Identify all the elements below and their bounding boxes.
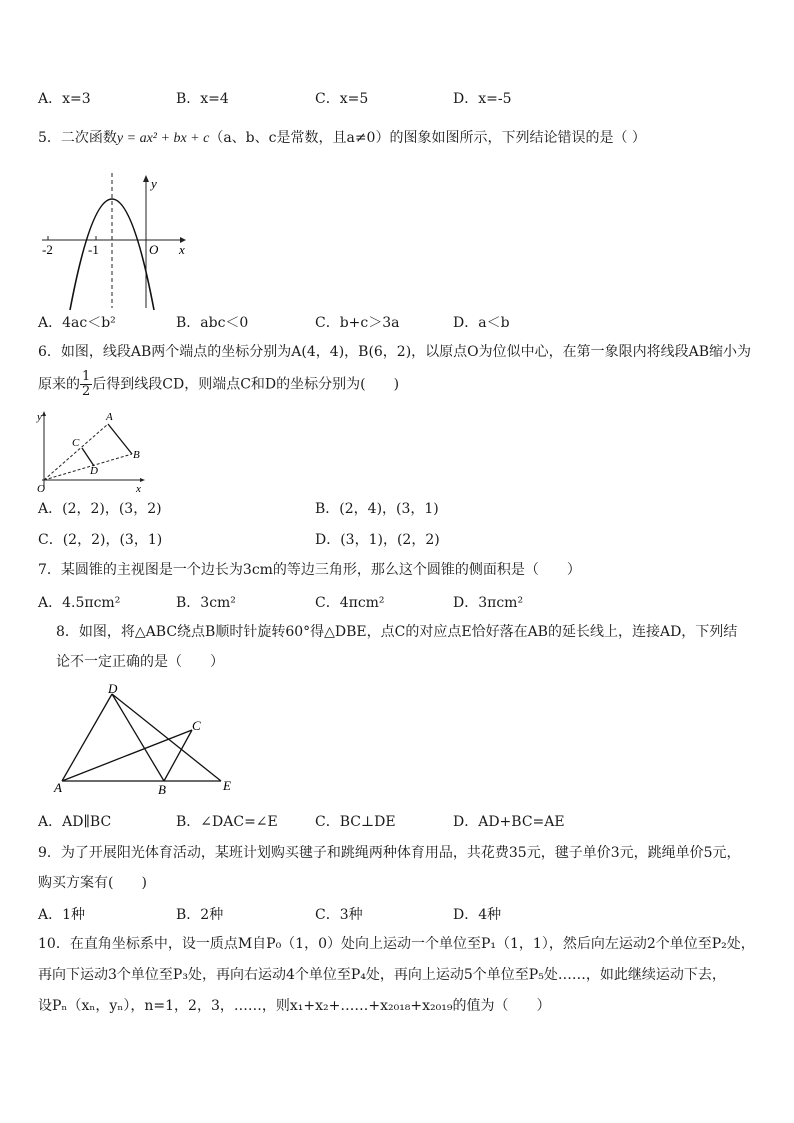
q6-line1: 6．如图，线段AB两个端点的坐标分别为A(4，4)，B(6，2)，以原点O为位似中心，在第一象限内将线段AB缩小为 <box>38 344 752 360</box>
q8-option-a: A．AD∥BC <box>38 814 112 830</box>
label-a: A <box>54 780 62 795</box>
fraction-denominator: 2 <box>82 384 91 399</box>
label-origin: O <box>149 242 159 257</box>
segment-de <box>112 694 221 781</box>
q5-stem <box>38 128 646 149</box>
q6-option-b: B．(2，4)，(3，1) <box>315 501 439 517</box>
q4-option-b: B．x=4 <box>176 91 229 107</box>
label-c: C <box>192 718 201 733</box>
q6-option-a: A．(2，2)，(3，2) <box>38 501 162 517</box>
label-o: O <box>37 483 45 494</box>
q4-option-d: D．x=-5 <box>453 91 512 107</box>
q10-line3: 设Pₙ（xₙ，yₙ），n=1，2，3，……，则x₁+x₂+……+x₂₀₁₈+x₂₀₁₉的值为（ ） <box>38 998 551 1014</box>
label-c: C <box>72 437 80 449</box>
q10-line1: 10．在直角坐标系中，设一质点M自P₀（1，0）处向上运动一个单位至P₁（1，1），然后向左运动2个单位至P₂处， <box>38 936 755 952</box>
q6-line2 <box>38 370 399 399</box>
q6-option-d: D．(3，1)，(2，2) <box>315 532 440 548</box>
label-a: A <box>106 411 113 423</box>
q4-option-c: C．x=5 <box>315 91 369 107</box>
q9-option-d: D．4种 <box>453 907 502 923</box>
x-axis-arrow <box>140 478 145 482</box>
segment-ac <box>62 730 192 781</box>
segment-cd <box>82 448 94 466</box>
label-e: E <box>223 778 231 793</box>
q5-option-a: A．4ac＜b² <box>38 315 116 331</box>
similarity-figure <box>36 408 148 494</box>
q9-line2: 购买方案有( ) <box>38 875 147 891</box>
q8-line2: 论不一定正确的是（ ） <box>56 654 224 670</box>
segment-db <box>112 694 164 781</box>
label-neg1: -1 <box>88 242 99 257</box>
segment-ad <box>62 694 112 781</box>
y-axis-arrow <box>42 411 46 416</box>
label-neg2: -2 <box>42 242 53 257</box>
q6-option-c: C．(2，2)，(3，1) <box>38 532 163 548</box>
q6-line2-post: 后得到线段CD，则端点C和D的坐标分别为( ) <box>92 376 400 393</box>
label-b: B <box>133 449 140 461</box>
parabola-figure <box>38 168 198 314</box>
q5-formula: y = ax² + bx + c <box>116 131 210 146</box>
q9-option-a: A．1种 <box>38 907 86 923</box>
rotation-figure <box>50 682 240 800</box>
q6-line2-pre: 原来的 <box>38 376 80 393</box>
label-x: x <box>179 242 185 257</box>
segment-bc <box>164 730 192 781</box>
fraction-numerator: 1 <box>82 369 91 384</box>
label-b: B <box>158 782 166 797</box>
half-fraction <box>80 370 92 399</box>
q10-line2: 再向下运动3个单位至P₃处，再向右运动4个单位至P₄处，再向上运动5个单位至P₅处……，如此继续运动下去， <box>38 967 726 983</box>
y-axis-arrow <box>143 175 149 182</box>
q8-option-d: D．AD+BC=AE <box>453 814 565 830</box>
q7-stem: 7．某圆锥的主视图是一个边长为3cm的等边三角形，那么这个圆锥的侧面积是（ ） <box>38 562 581 578</box>
label-x: x <box>136 483 141 494</box>
q8-line1: 8．如图，将△ABC绕点B顺时针旋转60°得△DBE，点C的对应点E恰好落在AB的延长线上，连接AD，下列结 <box>56 624 738 640</box>
q8-option-c: C．BC⊥DE <box>315 814 396 830</box>
label-y: y <box>151 176 157 191</box>
q7-option-b: B．3cm² <box>176 595 236 611</box>
label-y: y <box>37 411 42 423</box>
q9-option-b: B．2种 <box>176 907 224 923</box>
label-d: D <box>90 465 98 477</box>
segment-ab <box>108 424 132 454</box>
segment-oa <box>44 424 108 480</box>
q4-option-a: A．x=3 <box>38 91 91 107</box>
q7-option-a: A．4.5πcm² <box>38 595 121 611</box>
q9-line1: 9．为了开展阳光体育活动，某班计划购买毽子和跳绳两种体育用品，共花费35元，毽子单价3元，跳绳单价5元， <box>38 845 741 861</box>
q7-option-d: D．3πcm² <box>453 595 524 611</box>
q5-option-d: D．a＜b <box>453 315 510 331</box>
q8-option-b: B．∠DAC=∠E <box>176 814 278 830</box>
q5-prefix: 5．二次函数 <box>38 130 117 146</box>
label-d: D <box>108 682 118 696</box>
q7-option-c: C．4πcm² <box>315 595 385 611</box>
q5-suffix: （a、b、c是常数，且a≠0）的图象如图所示，下列结论错误的是（ ） <box>209 130 646 146</box>
q9-option-c: C．3种 <box>315 907 363 923</box>
q5-option-c: C．b+c＞3a <box>315 315 400 331</box>
q5-option-b: B．abc＜0 <box>176 315 249 331</box>
